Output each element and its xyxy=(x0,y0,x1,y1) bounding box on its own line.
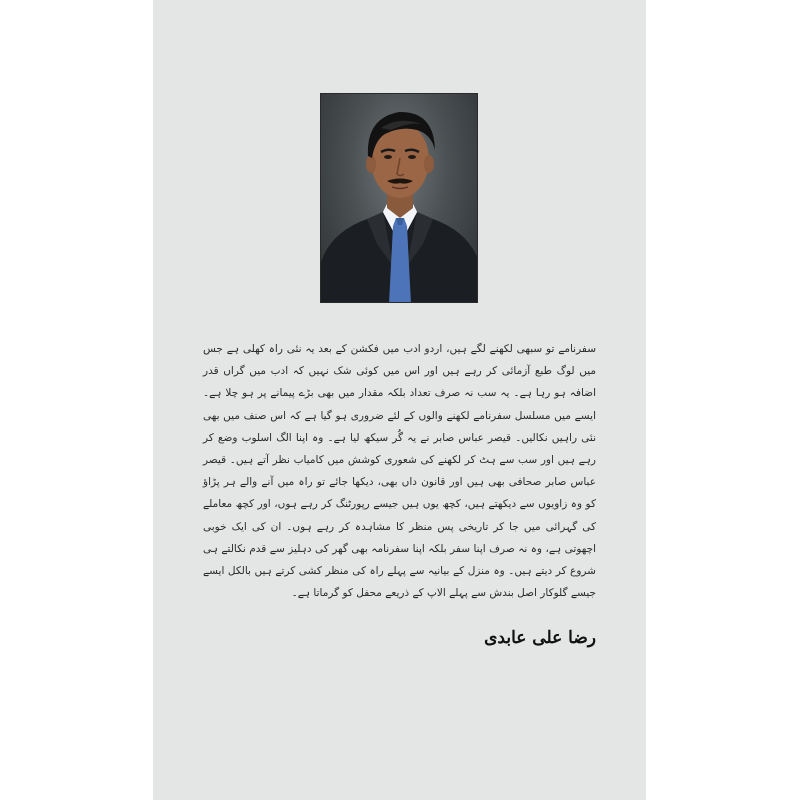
author-signature: رضا علی عابدی xyxy=(484,628,596,648)
author-photo xyxy=(320,93,478,303)
book-back-cover xyxy=(153,0,646,800)
author-blurb-text: سفرنامے تو سبھی لکھنے لگے ہیں، اردو ادب میں فکشن کے بعد یہ نئی راہ کھلی ہے جس میں لوگ طبع آزمائی کر رہے ہیں اور اس میں کوئی شک نہیں کہ ادب میں گراں قدر اضافہ ہو رہا ہے۔ یہ سب نہ صرف تعداد بلکہ مقدار میں بھی بڑے پیمانے پر ہو چلا ہے۔ ایسے میں مسلسل سفرنامے لکھنے والوں کے لئے ضروری ہو گیا ہے کہ اس صنف میں بھی نئی راہیں نکالیں۔ قیصر عباس صابر نے یہ گُر سیکھ لیا ہے۔ وہ اپنا الگ اسلوب وضع کر رہے ہیں اور سب سے ہٹ کر لکھنے کی شعوری کوشش میں کامیاب نظر آتے ہیں۔ قیصر عباس صابر صحافی بھی ہیں اور قانون داں بھی، دیکھا جائے تو راہ میں آنے والے ہر پڑاؤ کو وہ زاویوں سے دیکھتے ہیں، کچھ یوں ہیں جیسے رپورٹنگ کر رہے ہوں، اور کچھ معاملے کی گہرائی میں جا کر تاریخی پس منظر کا مشاہدہ کر رہے ہوں۔ ان کی ایک خوبی اچھوتی ہے، وہ نہ صرف اپنا سفر بلکہ اپنا سفرنامہ بھی گھر کی دہلیز سے قدم نکالتے ہی شروع کر دیتے ہیں۔ وہ منزل کے بیانیہ سے پہلے راہ کی منظر کشی کرتے ہیں بالکل ایسے جیسے گلوکار اصل بندش سے پہلے الاپ کے ذریعے محفل کو گرماتا ہے۔ xyxy=(203,343,596,600)
